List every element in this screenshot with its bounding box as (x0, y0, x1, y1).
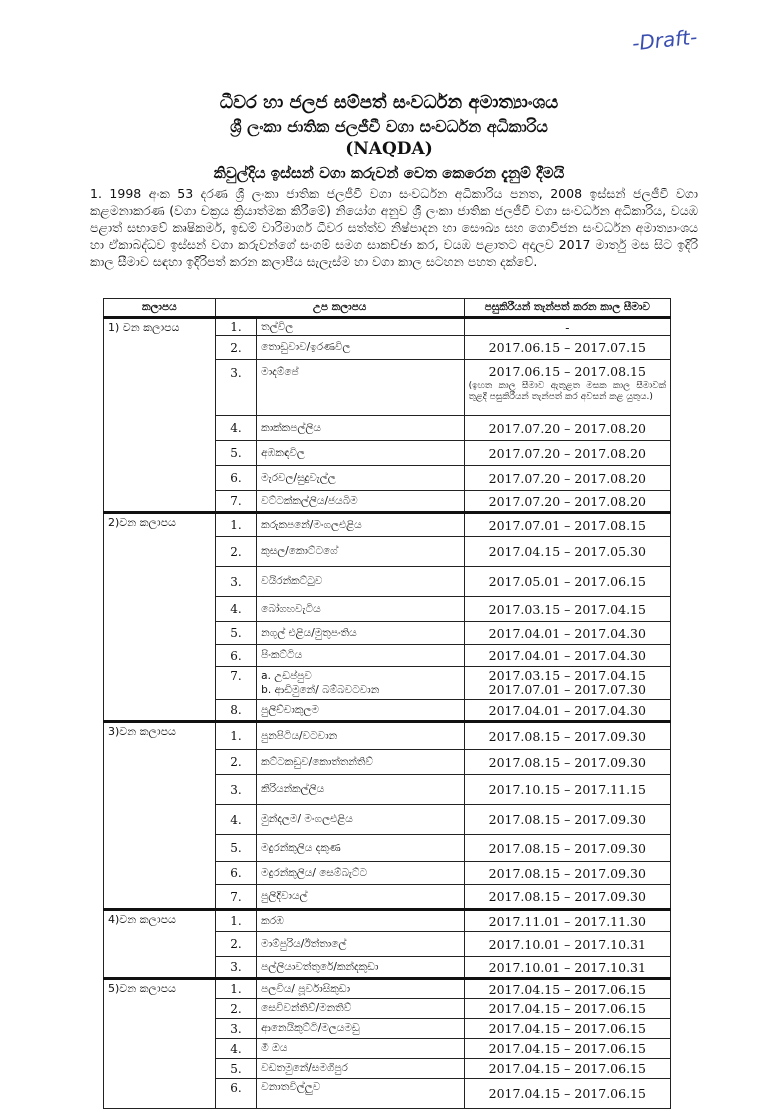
stocking-period: 2017.03.15 – 2017.04.15 (488, 668, 646, 683)
row-number: 4. (215, 805, 256, 835)
stocking-period: 2017.04.01 – 2017.04.30 (464, 622, 670, 645)
subzone-name: බෝගහවැටිය (257, 597, 464, 622)
stocking-period: 2017.06.15 – 2017.07.15 (464, 336, 670, 360)
stocking-period: 2017.10.15 – 2017.11.15 (464, 775, 670, 805)
period-header: පසුකිරීයන් තැන්පත් කරන කාල සීමාව (464, 299, 670, 318)
row-number: 2. (215, 336, 256, 360)
row-number: 6. (215, 466, 256, 491)
subzone-name: කුසල/කොට්ටගේ (257, 537, 464, 567)
subzone-name: කට්ටකඩුව/කොත්තන්තිව් (257, 750, 464, 775)
zone-label: 4)වන කලාපය (104, 910, 216, 979)
subzone-name: මැරවල/සුදුවැල්ල (257, 466, 464, 491)
subzone-name: වනාතවිල්ලුව (257, 1079, 464, 1109)
stocking-period: 2017.07.01 – 2017.07.30 (488, 682, 646, 697)
stocking-period: 2017.07.20 – 2017.08.20 (464, 416, 670, 441)
ministry-title: ධීවර හා ජලජ සම්පත් සංවර්ධන අමාත්‍යාංශය (219, 92, 559, 113)
row-number: 7. (215, 491, 256, 513)
subzone-header: උප කලාපය (215, 299, 464, 318)
table-row (104, 722, 671, 750)
stocking-period: 2017.08.15 – 2017.09.30 (464, 805, 670, 835)
stocking-period: 2017.06.15 – 2017.08.15 (488, 364, 646, 379)
zone-label: 3)වන කලාපය (104, 722, 216, 910)
row-number: 3. (215, 360, 256, 416)
stocking-period: 2017.04.15 – 2017.06.15 (464, 1059, 670, 1079)
subzone-name: මී ඔය (257, 1039, 464, 1059)
stocking-period: 2017.07.20 – 2017.08.20 (464, 466, 670, 491)
stocking-period: 2017.11.01 – 2017.11.30 (464, 910, 670, 932)
subzone-name: පිංකට්ටිය (257, 645, 464, 667)
stocking-period: 2017.04.15 – 2017.06.15 (464, 999, 670, 1019)
stocking-period: 2017.08.15 – 2017.09.30 (464, 750, 670, 775)
stocking-note: (ඉහත කාල සීමාව ඇතුළත මසක කාල සීමාවක් තුළදී පසුකිරීයන් තැන්පත් කර අවසන් කළ යුතුය.) (468, 381, 666, 402)
subzone-name: වට්ටක්කල්ලිය/ජයබිම (257, 491, 464, 513)
subzone-name: මුන්දලම/ මංගලඑළිය (257, 805, 464, 835)
stocking-period: 2017.03.15 – 2017.04.15 (464, 597, 670, 622)
zone-label: 5)වන කලාපය (104, 979, 216, 1109)
stocking-period: 2017.05.01 – 2017.06.15 (464, 567, 670, 597)
subzone-name: මාම්පුරිය/ඊත්තාලේ (257, 932, 464, 957)
subzone-name: පුලිදිවායල් (257, 885, 464, 910)
row-number: 6. (215, 645, 256, 667)
authority-acronym: (NAQDA) (345, 139, 433, 159)
subzone-name: b. ආඩිමුනේ/ බම්බවටවාන (261, 684, 380, 696)
table-row (104, 513, 671, 537)
row-number: 7. (215, 885, 256, 910)
row-number: 3. (215, 1019, 256, 1039)
stocking-period: - (464, 318, 670, 336)
table-row (104, 979, 671, 999)
authority-title: ශ්‍රී ලංකා ජාතික ජලජීවී වගා සංවර්ධන අධිකාරිය (230, 117, 548, 136)
row-number: 6. (215, 862, 256, 885)
row-number: 3. (215, 567, 256, 597)
subzone-name: පලවිය/ පූර්වාසිකුඩා (257, 979, 464, 999)
row-number: 6. (215, 1079, 256, 1109)
row-number: 1. (215, 979, 256, 999)
subzone-name: පුලිච්චාකුලම (257, 700, 464, 722)
subzone-name: වයිරන්කට්ටුව (257, 567, 464, 597)
subzone-name: වඩතමුනේ/සමගිපුර (257, 1059, 464, 1079)
stocking-period: 2017.07.01 – 2017.08.15 (464, 513, 670, 537)
stocking-period-cell (464, 667, 670, 700)
stocking-period: 2017.04.15 – 2017.05.30 (464, 537, 670, 567)
row-number: 7. (215, 667, 256, 700)
subzone-name-cell (257, 667, 464, 700)
subzone-name: නගුල් එළිය/මුතුපංතිය (257, 622, 464, 645)
stocking-period: 2017.08.15 – 2017.09.30 (464, 885, 670, 910)
row-number: 1. (215, 910, 256, 932)
zone-label: 2)වන කලාපය (104, 513, 216, 722)
subzone-name: තල්විල (257, 318, 464, 336)
row-number: 4. (215, 597, 256, 622)
row-number: 1. (215, 318, 256, 336)
table-row (104, 318, 671, 336)
row-number: 3. (215, 775, 256, 805)
row-number: 1. (215, 722, 256, 750)
subzone-name: පල්ලියාවත්තුරේ/කන්දකුඩා (257, 957, 464, 979)
zone-label: 1) වන කලාපය (104, 318, 216, 513)
intro-paragraph: 1. 1998 අංක 53 දරණ ශ්‍රී ලංකා ජාතික ජලජීවී වගා සංවර්ධන අධිකාරිය පනත, 2008 ඉස්සන් ජලජීවී වගා කළමනාකරණ (වගා චක්‍රය ක්‍රියාත්මක කිරීමේ) නියෝග අනුව ශ්‍රී ලංකා ජාතික ජලජීවී වගා සංවර්ධන අධිකාරිය, වයඹ පළාත් සභාවේ කෘෂිකර්ම, ඉඩම් වාරිමාර්ග ධීවර සත්ත්ව නිෂ්පාදන හා සෞඛ්‍ය සහ ගොවිජන සංවර්ධන අමාත්‍යාංශය හා ඒකාබද්ධව ඉස්සන් වගා කරුවන්ගේ සංගම් සමග සාකච්ඡා කර, වයඹ පළාතට අදාලව 2017 මාර්තු මස සිට ඉදිරි කාල සීමාව සඳහා ඉදිරිපත් කරන කලාපීය සැලැස්ම හා වගා කාල සටහන පහත දක්වේ. (90, 186, 698, 269)
stocking-period: 2017.07.20 – 2017.08.20 (464, 441, 670, 466)
subzone-name: තොඩුවාව/ඉරණවිල (257, 336, 464, 360)
subzone-name: මදුරන්කුලිය දකුණ (257, 835, 464, 862)
row-number: 2. (215, 750, 256, 775)
subzone-name: මාදම්පේ (257, 360, 464, 416)
subzone-name: a. උඩප්පුව (261, 670, 312, 682)
subzone-name: කරඹ (257, 910, 464, 932)
stocking-period: 2017.04.01 – 2017.04.30 (464, 645, 670, 667)
subzone-name: කරුකපනේ/මංගලඑළිය (257, 513, 464, 537)
row-number: 2. (215, 537, 256, 567)
subzone-name: අඹකඳවිල (257, 441, 464, 466)
row-number: 5. (215, 835, 256, 862)
row-number: 2. (215, 999, 256, 1019)
stocking-period: 2017.10.01 – 2017.10.31 (464, 957, 670, 979)
stocking-period: 2017.08.15 – 2017.09.30 (464, 722, 670, 750)
stocking-period-cell (464, 360, 670, 416)
stocking-period: 2017.04.15 – 2017.06.15 (464, 1019, 670, 1039)
subzone-name: මදුරන්කුලිය/ සෙම්බැට්ට (257, 862, 464, 885)
row-number: 2. (215, 932, 256, 957)
row-number: 5. (215, 1059, 256, 1079)
stocking-period: 2017.04.15 – 2017.06.15 (464, 1079, 670, 1109)
subzone-name: කාක්කපල්ලිය (257, 416, 464, 441)
stocking-period: 2017.04.15 – 2017.06.15 (464, 1039, 670, 1059)
table-row (104, 910, 671, 932)
subzone-name: පුනපිටිය/වටවාන (257, 722, 464, 750)
zone-header: කලාපය (104, 299, 216, 318)
subzone-name: සෙවිවන්තිව්/මනතිව් (257, 999, 464, 1019)
row-number: 4. (215, 1039, 256, 1059)
stocking-schedule-table (103, 298, 671, 1109)
subzone-name: කිරියන්කල්ලිය (257, 775, 464, 805)
row-number: 1. (215, 513, 256, 537)
row-number: 5. (215, 441, 256, 466)
row-number: 3. (215, 957, 256, 979)
row-number: 4. (215, 416, 256, 441)
draft-stamp: -Draft- (630, 24, 699, 56)
table-header-row (104, 299, 671, 318)
subzone-name: ආනෙයිකුට්ටි/මලයමඩු (257, 1019, 464, 1039)
stocking-period: 2017.07.20 – 2017.08.20 (464, 491, 670, 513)
row-number: 8. (215, 700, 256, 722)
notice-title: කිවුල්දිය ඉස්සන් වගා කරුවන් වෙත කෙරෙන දැනුම් දීමයි (213, 164, 565, 182)
stocking-period: 2017.04.01 – 2017.04.30 (464, 700, 670, 722)
row-number: 5. (215, 622, 256, 645)
stocking-period: 2017.10.01 – 2017.10.31 (464, 932, 670, 957)
stocking-period: 2017.08.15 – 2017.09.30 (464, 862, 670, 885)
stocking-period: 2017.08.15 – 2017.09.30 (464, 835, 670, 862)
stocking-period: 2017.04.15 – 2017.06.15 (464, 979, 670, 999)
